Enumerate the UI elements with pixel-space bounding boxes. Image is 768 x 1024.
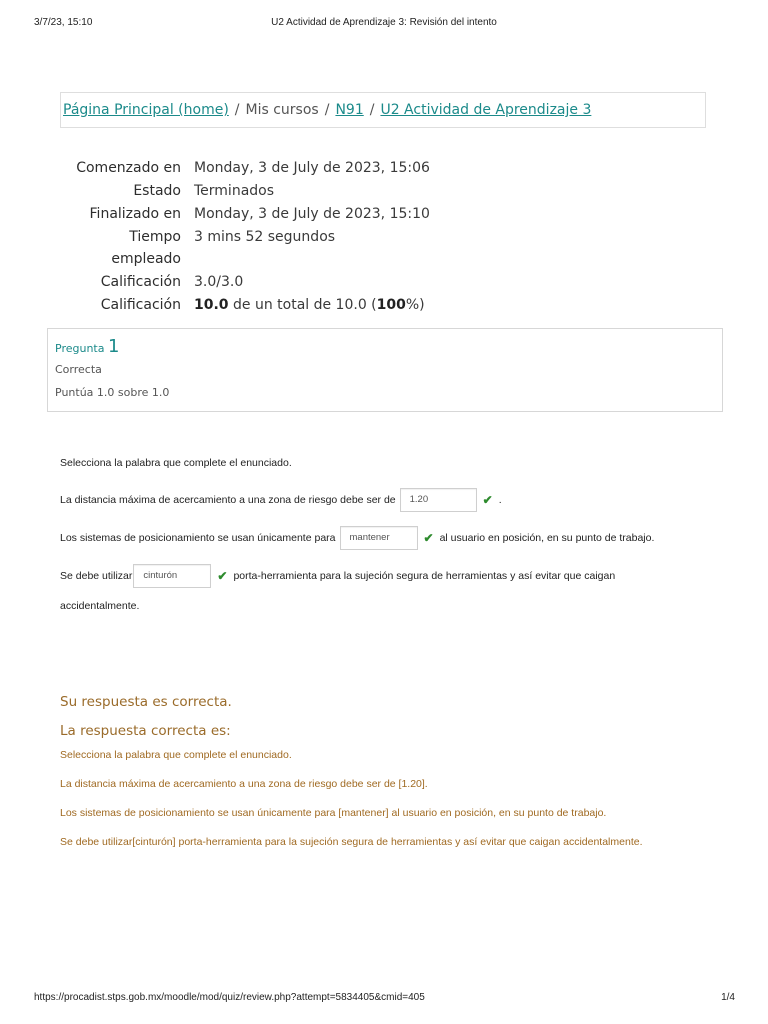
sentence-3-before: Se debe utilizar — [60, 570, 133, 582]
print-title: U2 Actividad de Aprendizaje 3: Revisión del intento — [271, 17, 497, 28]
summary-value: Monday, 3 de July de 2023, 15:06 — [194, 160, 430, 176]
question-grade: Puntúa 1.0 sobre 1.0 — [55, 386, 170, 399]
summary-row-state — [60, 180, 700, 202]
sentence-3 — [60, 564, 615, 588]
right-answer-line: Los sistemas de posicionamiento se usan únicamente para [mantener] al usuario en posición, en su punto de trabajo. — [60, 807, 607, 819]
summary-label: Comenzado en — [76, 160, 181, 176]
breadcrumb-separator: / — [369, 102, 375, 118]
answer-blank-1: 1.20 — [400, 488, 477, 512]
right-answer-line: La distancia máxima de acercamiento a una zona de riesgo debe ser de [1.20]. — [60, 778, 428, 790]
summary-value: 3 mins 52 segundos — [194, 229, 336, 245]
summary-row-grade — [60, 294, 700, 316]
sentence-2 — [60, 526, 654, 550]
sentence-1 — [60, 488, 502, 512]
breadcrumb-separator: / — [324, 102, 330, 118]
print-url: https://procadist.stps.gob.mx/moodle/mod/quiz/review.php?attempt=5834405&cmid=405 — [34, 992, 425, 1003]
sentence-2-after: al usuario en posición, en su punto de trabajo. — [439, 532, 655, 544]
summary-row-marks — [60, 271, 700, 293]
summary-label: Finalizado en — [89, 206, 181, 222]
grade-mid: de un total de 10.0 ( — [228, 297, 377, 313]
summary-row-started — [60, 157, 700, 179]
summary-row-time — [60, 226, 700, 270]
question-info-box — [47, 328, 723, 412]
answer-blank-2: mantener — [340, 526, 418, 550]
breadcrumb-home-link[interactable]: Página Principal (home) — [63, 102, 229, 118]
breadcrumb — [60, 92, 706, 128]
question-number — [55, 336, 715, 357]
sentence-3-after: porta-herramienta para la sujeción segura de herramientas y así evitar que caigan — [233, 570, 616, 582]
summary-value: Monday, 3 de July de 2023, 15:10 — [194, 206, 430, 222]
summary-label: Estado — [133, 183, 181, 199]
summary-value — [194, 294, 425, 316]
breadcrumb-separator: / — [234, 102, 240, 118]
grade-score: 10.0 — [194, 297, 229, 313]
summary-label-line2: empleado — [111, 251, 181, 267]
summary-row-finished — [60, 203, 700, 225]
grade-percent: 100 — [376, 297, 406, 313]
question-intro: Selecciona la palabra que complete el enunciado. — [60, 457, 292, 469]
correct-check-icon: ✔ — [217, 569, 228, 583]
print-page-number: 1/4 — [721, 992, 735, 1003]
question-label: Pregunta — [55, 342, 105, 355]
correct-check-icon: ✔ — [423, 531, 434, 545]
answer-blank-3: cinturón — [133, 564, 211, 588]
attempt-summary — [60, 157, 700, 317]
summary-value: Terminados — [194, 183, 275, 199]
summary-label: Calificación — [100, 274, 181, 290]
summary-label-line1: Tiempo — [129, 229, 181, 245]
grade-end: %) — [405, 297, 425, 313]
right-answer-line: Se debe utilizar[cinturón] porta-herramienta para la sujeción segura de herramientas y así evitar que caigan accidentalmente. — [60, 836, 643, 848]
right-answer-line: Selecciona la palabra que complete el enunciado. — [60, 749, 292, 761]
correct-check-icon: ✔ — [482, 493, 493, 507]
summary-label: Calificación — [100, 297, 181, 313]
right-answer-heading: La respuesta correcta es: — [60, 723, 231, 739]
summary-value: 3.0/3.0 — [194, 274, 244, 290]
question-state: Correcta — [55, 363, 102, 376]
sentence-3-continued: accidentalmente. — [60, 600, 140, 612]
breadcrumb-activity-link[interactable]: U2 Actividad de Aprendizaje 3 — [380, 102, 592, 118]
question-number-value: 1 — [107, 336, 120, 357]
print-footer — [0, 992, 768, 1008]
breadcrumb-course-link[interactable]: N91 — [335, 102, 364, 118]
sentence-2-before: Los sistemas de posicionamiento se usan únicamente para — [60, 532, 336, 544]
print-date: 3/7/23, 15:10 — [34, 17, 93, 28]
summary-label — [60, 226, 194, 270]
sentence-1-before: La distancia máxima de acercamiento a una zona de riesgo debe ser de — [60, 494, 396, 506]
sentence-1-after: . — [498, 494, 502, 506]
feedback-correct: Su respuesta es correcta. — [60, 694, 232, 710]
print-header — [0, 17, 768, 33]
breadcrumb-my-courses: Mis cursos — [245, 102, 319, 118]
